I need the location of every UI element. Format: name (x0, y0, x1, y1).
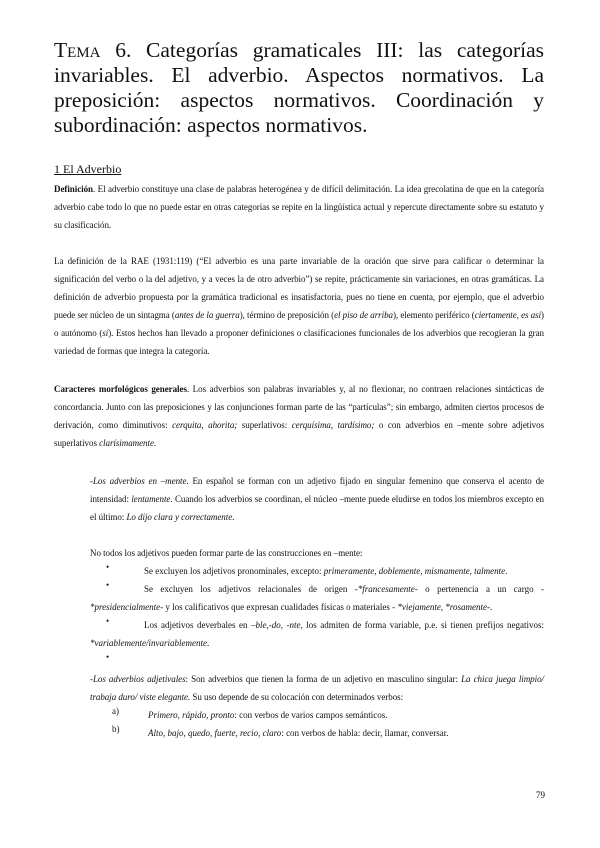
paragraph-morfologicos: Caracteres morfológicos generales. Los adverbios son palabras invariables y, al no flexionar, no contraen relaciones sintácticas de concordancia. Junto con las preposiciones y las conjunciones forman parte de las “partículas”; sin embargo, admiten ciertos procesos de derivación, como diminutivos: cerquita, ahorita; superlativos: cerquísima, tardísimo; o con adverbios en –mente sobre adjetivos superlativos clarísimamente. (54, 384, 545, 448)
section-heading: 1 El Adverbio (54, 162, 122, 176)
paragraph-adjetivales: -Los adverbios adjetivales: Son adverbios que tienen la forma de un adjetivo en masculino singular: La chica juega limpio/ trabaja duro/ viste elegante. Su uso depende de su colocación con determinados verbos: (90, 674, 544, 702)
list-item: Alto, bajo, quedo, fuerte, recio, claro: con verbos de habla: decir, llamar, conversar. (148, 728, 449, 738)
list-label-b: b) (112, 724, 120, 734)
bullet-glyph: • (106, 652, 110, 662)
paragraph-no-todos: No todos los adjetivos pueden formar parte de las construcciones en –mente: (90, 548, 363, 558)
paragraph-definicion: Definición. El adverbio constituye una clase de palabras heterogénea y de difícil delimitación. La idea grecolatina de que en la categoría adverbio cabe todo lo que no puede estar en otras categorías se repite en la lingüística actual y repercute directamente sobre su estatuto y su clasificación. (54, 184, 544, 230)
page-number: 79 (536, 790, 545, 800)
paragraph-mente: -Los adverbios en –mente. En español se forman con un adjetivo fijado en singular femenino que conserva el acento de intensidad: lentamente. Cuando los adverbios se coordinan, el núcleo –mente puede eludirse en todos los miembros excepto en el último: Lo dijo clara y correctamente. (90, 476, 544, 522)
list-label-a: a) (112, 706, 119, 716)
bullet-glyph: • (106, 580, 110, 590)
title-tema: Tema (54, 38, 101, 62)
term-caracteres: Caracteres morfológicos generales (54, 384, 187, 394)
list-item: Primero, rápido, pronto: con verbos de varios campos semánticos. (148, 710, 388, 720)
paragraph-rae: La definición de la RAE (1931:119) (“El adverbio es una parte invariable de la oración que sirve para calificar o determinar la significación del verbo o la del adjetivo, y a veces la de otro adverbio”) se repite, prácticamente sin variaciones, en otras gramáticas. La definición de adverbio propuesta por la gramática tradicional es insatisfactoria, pues no tiene en cuenta, por ejemplo, que el adverbio puede ser núcleo de un sintagma (antes de la guerra), término de preposición (el piso de arriba), elemento periférico (ciertamente, es así) o autónomo (sí). Estos hechos han llevado a proponer definiciones o clasificaciones funcionales de los adverbios que recogieran la gran variedad de formas que integra la categoría. (54, 256, 544, 356)
list-item: Se excluyen los adjetivos pronominales, excepto: primeramente, doblemente, mismamente, talmente. (144, 566, 508, 576)
list-item: Los adjetivos deverbales en –ble,-do, -nte, los admiten de forma variable, p.e. si tienen prefijos negativos: *variablemente/invariablemente. (90, 620, 545, 648)
title-text: 6. Categorías gramaticales III: las categorías invariables. El adverbio. Aspectos normativos. La preposición: aspectos normativos. Coordinación y subordinación: aspectos normativos. (54, 38, 545, 137)
list-item: Se excluyen los adjetivos relacionales de origen -*francesamente- o pertenencia a un cargo -*presidencialmente- y los calificativos que expresan cualidades físicas o materiales - *viejamente, *rosamente-. (90, 584, 544, 612)
term-definicion: Definición (54, 184, 93, 194)
bullet-glyph: • (106, 616, 110, 626)
page-title (54, 38, 544, 138)
bullet-glyph: • (106, 562, 110, 572)
